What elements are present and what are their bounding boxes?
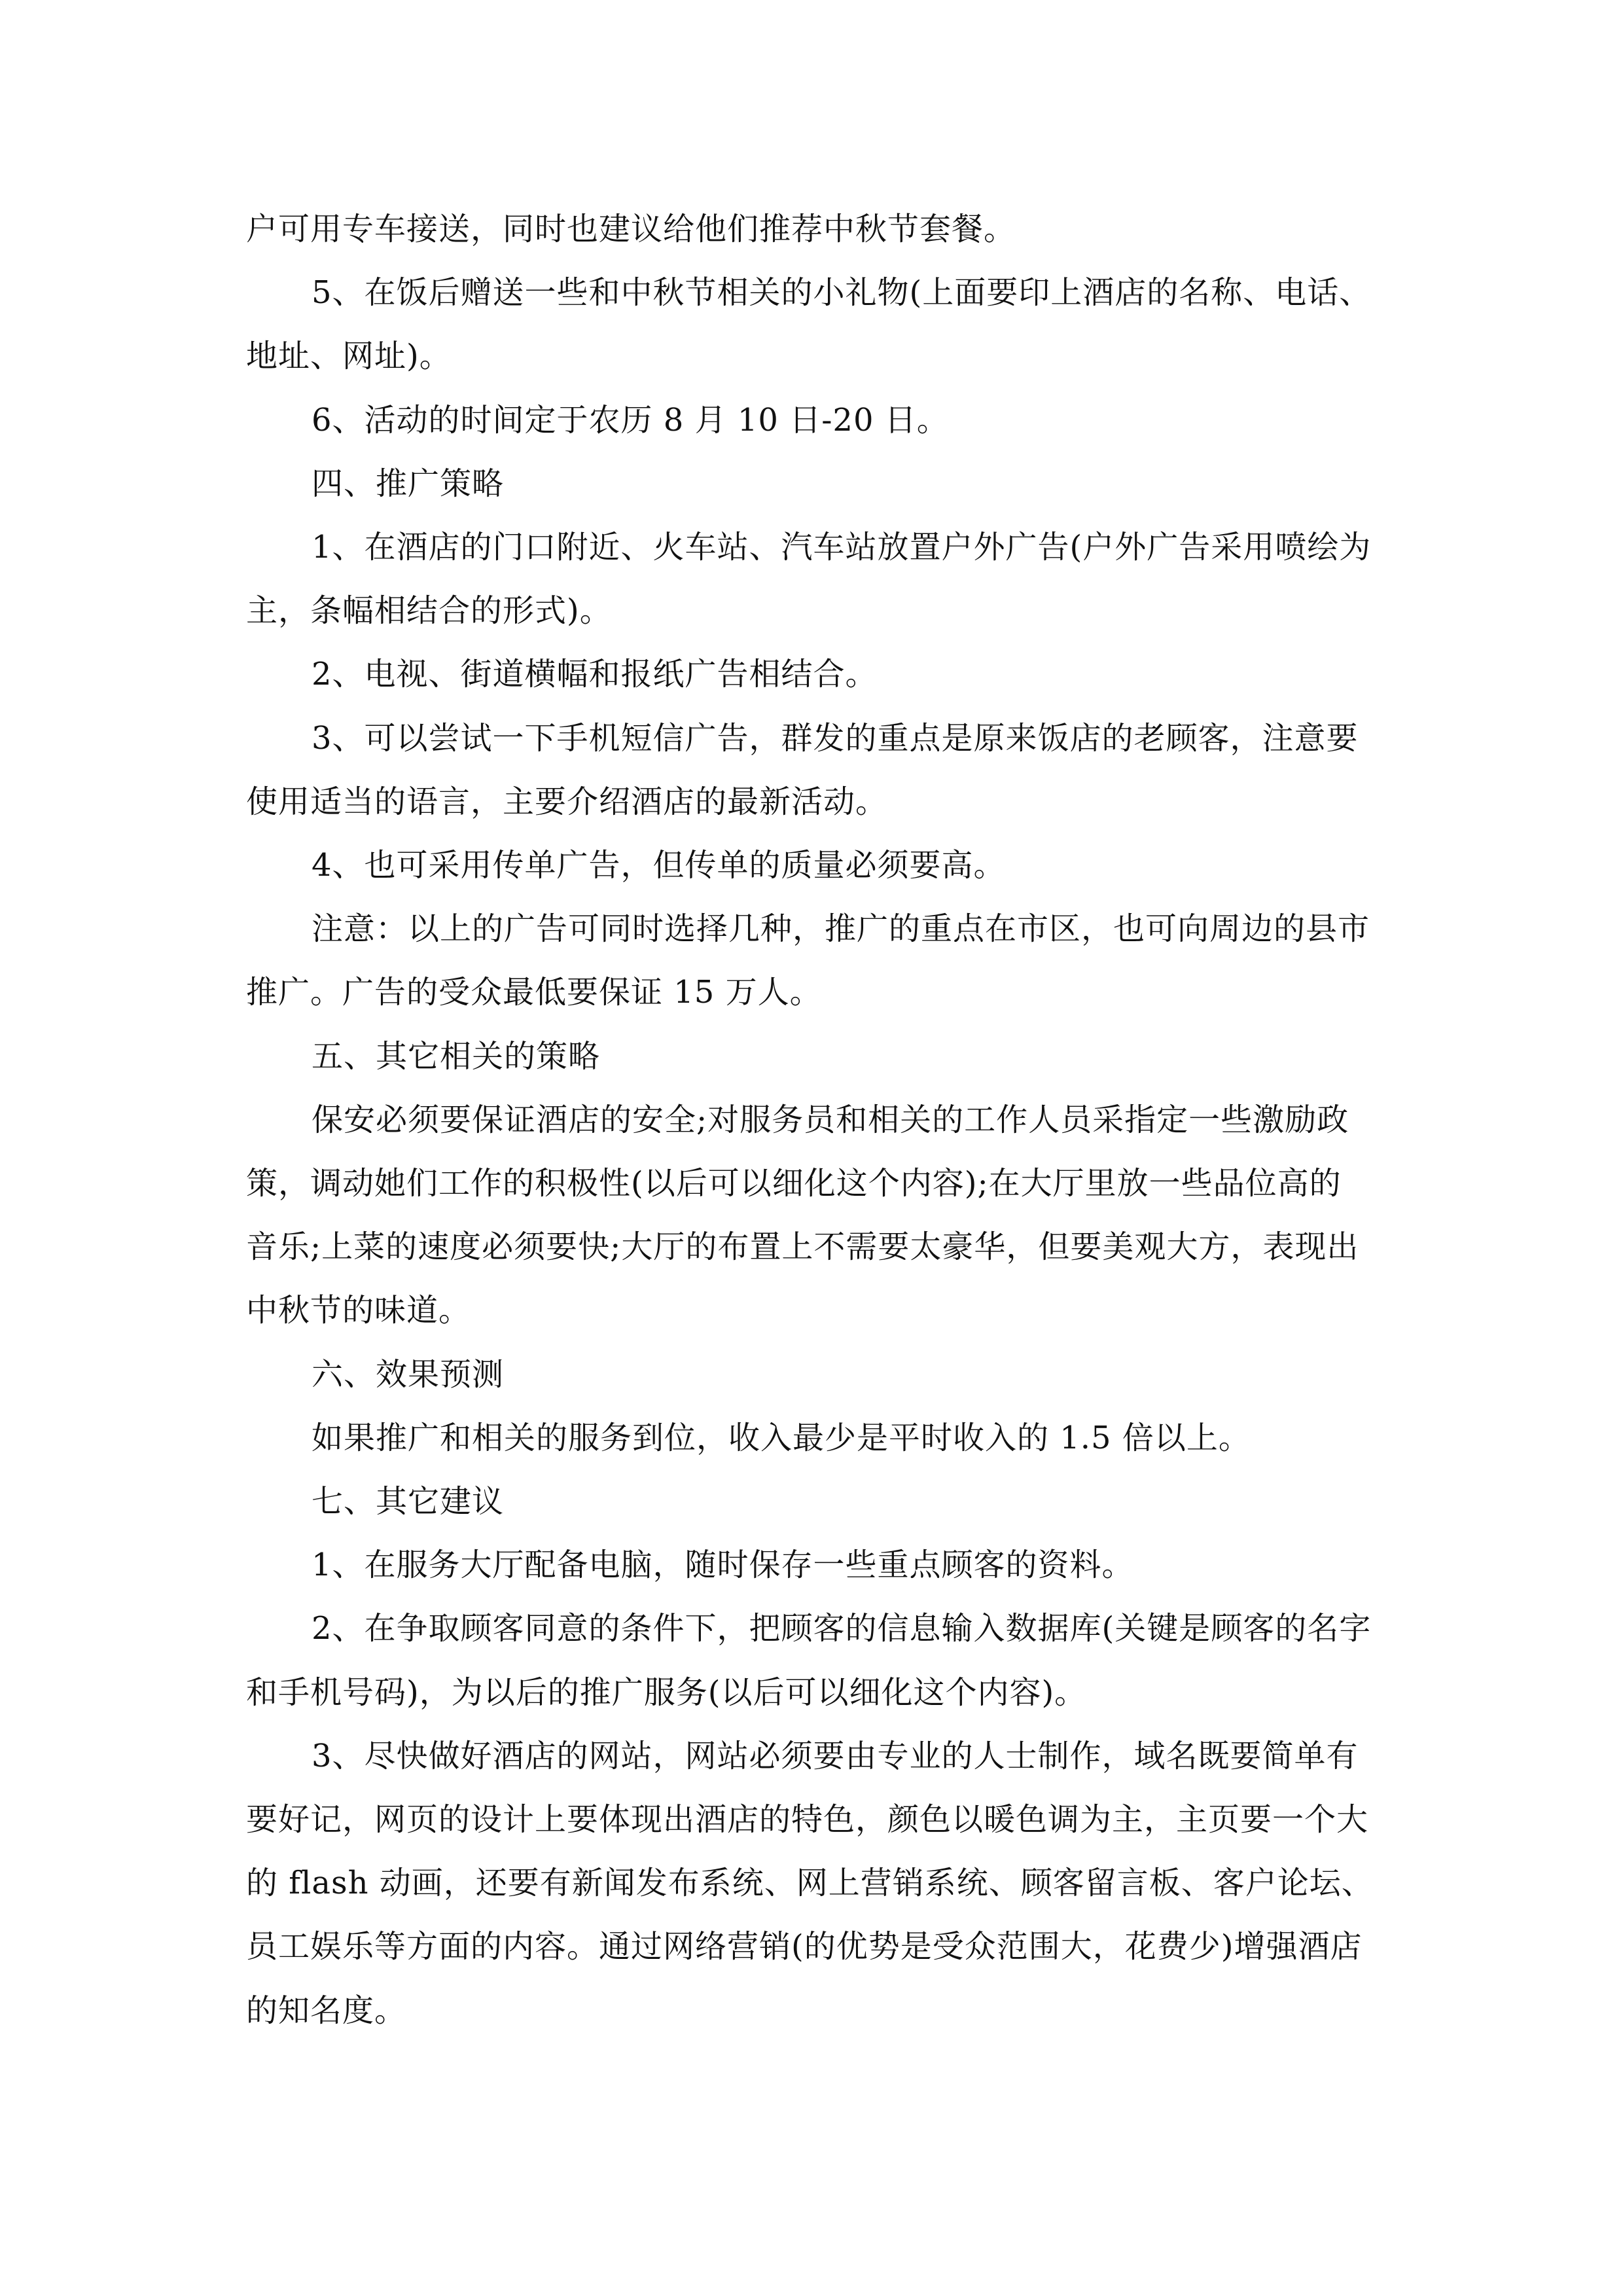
text-line: 3、可以尝试一下手机短信广告，群发的重点是原来饭店的老顾客，注意要: [312, 720, 1359, 757]
text-line: 2、电视、街道横幅和报纸广告相结合。: [312, 656, 878, 692]
text-line: 策，调动她们工作的积极性(以后可以细化这个内容);在大厅里放一些品位高的: [246, 1165, 1342, 1202]
text-line: 使用适当的语言，主要介绍酒店的最新活动。: [246, 783, 888, 820]
text-line: 中秋节的味道。: [246, 1292, 471, 1329]
text-line: 地址、网址)。: [246, 338, 452, 374]
text-line: 6、活动的时间定于农历 8 月 10 日-20 日。: [312, 402, 949, 439]
text-line: 保安必须要保证酒店的安全;对服务员和相关的工作人员采指定一些激励政: [312, 1102, 1349, 1138]
text-line: 如果推广和相关的服务到位，收入最少是平时收入的 1.5 倍以上。: [312, 1420, 1251, 1456]
text-line: 要好记，网页的设计上要体现出酒店的特色，颜色以暖色调为主，主页要一个大: [246, 1801, 1369, 1838]
text-line: 员工娱乐等方面的内容。通过网络营销(的优势是受众范围大，花费少)增强酒店: [246, 1928, 1363, 1965]
text-line: 1、在酒店的门口附近、火车站、汽车站放置户外广告(户外广告采用喷绘为: [312, 529, 1372, 565]
text-line: 4、也可采用传单广告，但传单的质量必须要高。: [312, 847, 1006, 884]
section-heading: 六、效果预测: [312, 1356, 505, 1393]
section-heading: 四、推广策略: [312, 465, 505, 502]
section-heading: 五、其它相关的策略: [312, 1038, 601, 1075]
text-line: 和手机号码)，为以后的推广服务(以后可以细化这个内容)。: [246, 1674, 1087, 1711]
text-line: 的 flash 动画，还要有新闻发布系统、网上营销系统、顾客留言板、客户论坛、: [246, 1865, 1374, 1901]
text-line: 户可用专车接送，同时也建议给他们推荐中秋节套餐。: [246, 211, 1016, 247]
text-line: 推广。广告的受众最低要保证 15 万人。: [246, 974, 822, 1011]
text-line: 5、在饭后赠送一些和中秋节相关的小礼物(上面要印上酒店的名称、电话、: [312, 274, 1372, 311]
text-line: 主，条幅相结合的形式)。: [246, 592, 612, 629]
text-line: 的知名度。: [246, 1992, 407, 2029]
text-line: 音乐;上菜的速度必须要快;大厅的布置上不需要太豪华，但要美观大方，表现出: [246, 1229, 1359, 1265]
text-line: 2、在争取顾客同意的条件下，把顾客的信息输入数据库(关键是顾客的名字: [312, 1610, 1372, 1647]
section-heading: 七、其它建议: [312, 1483, 505, 1520]
text-line: 3、尽快做好酒店的网站，网站必须要由专业的人士制作，域名既要简单有: [312, 1738, 1359, 1774]
text-line: 1、在服务大厅配备电脑，随时保存一些重点顾客的资料。: [312, 1547, 1134, 1583]
text-line: 注意：以上的广告可同时选择几种，推广的重点在市区，也可向周边的县市: [312, 910, 1370, 947]
